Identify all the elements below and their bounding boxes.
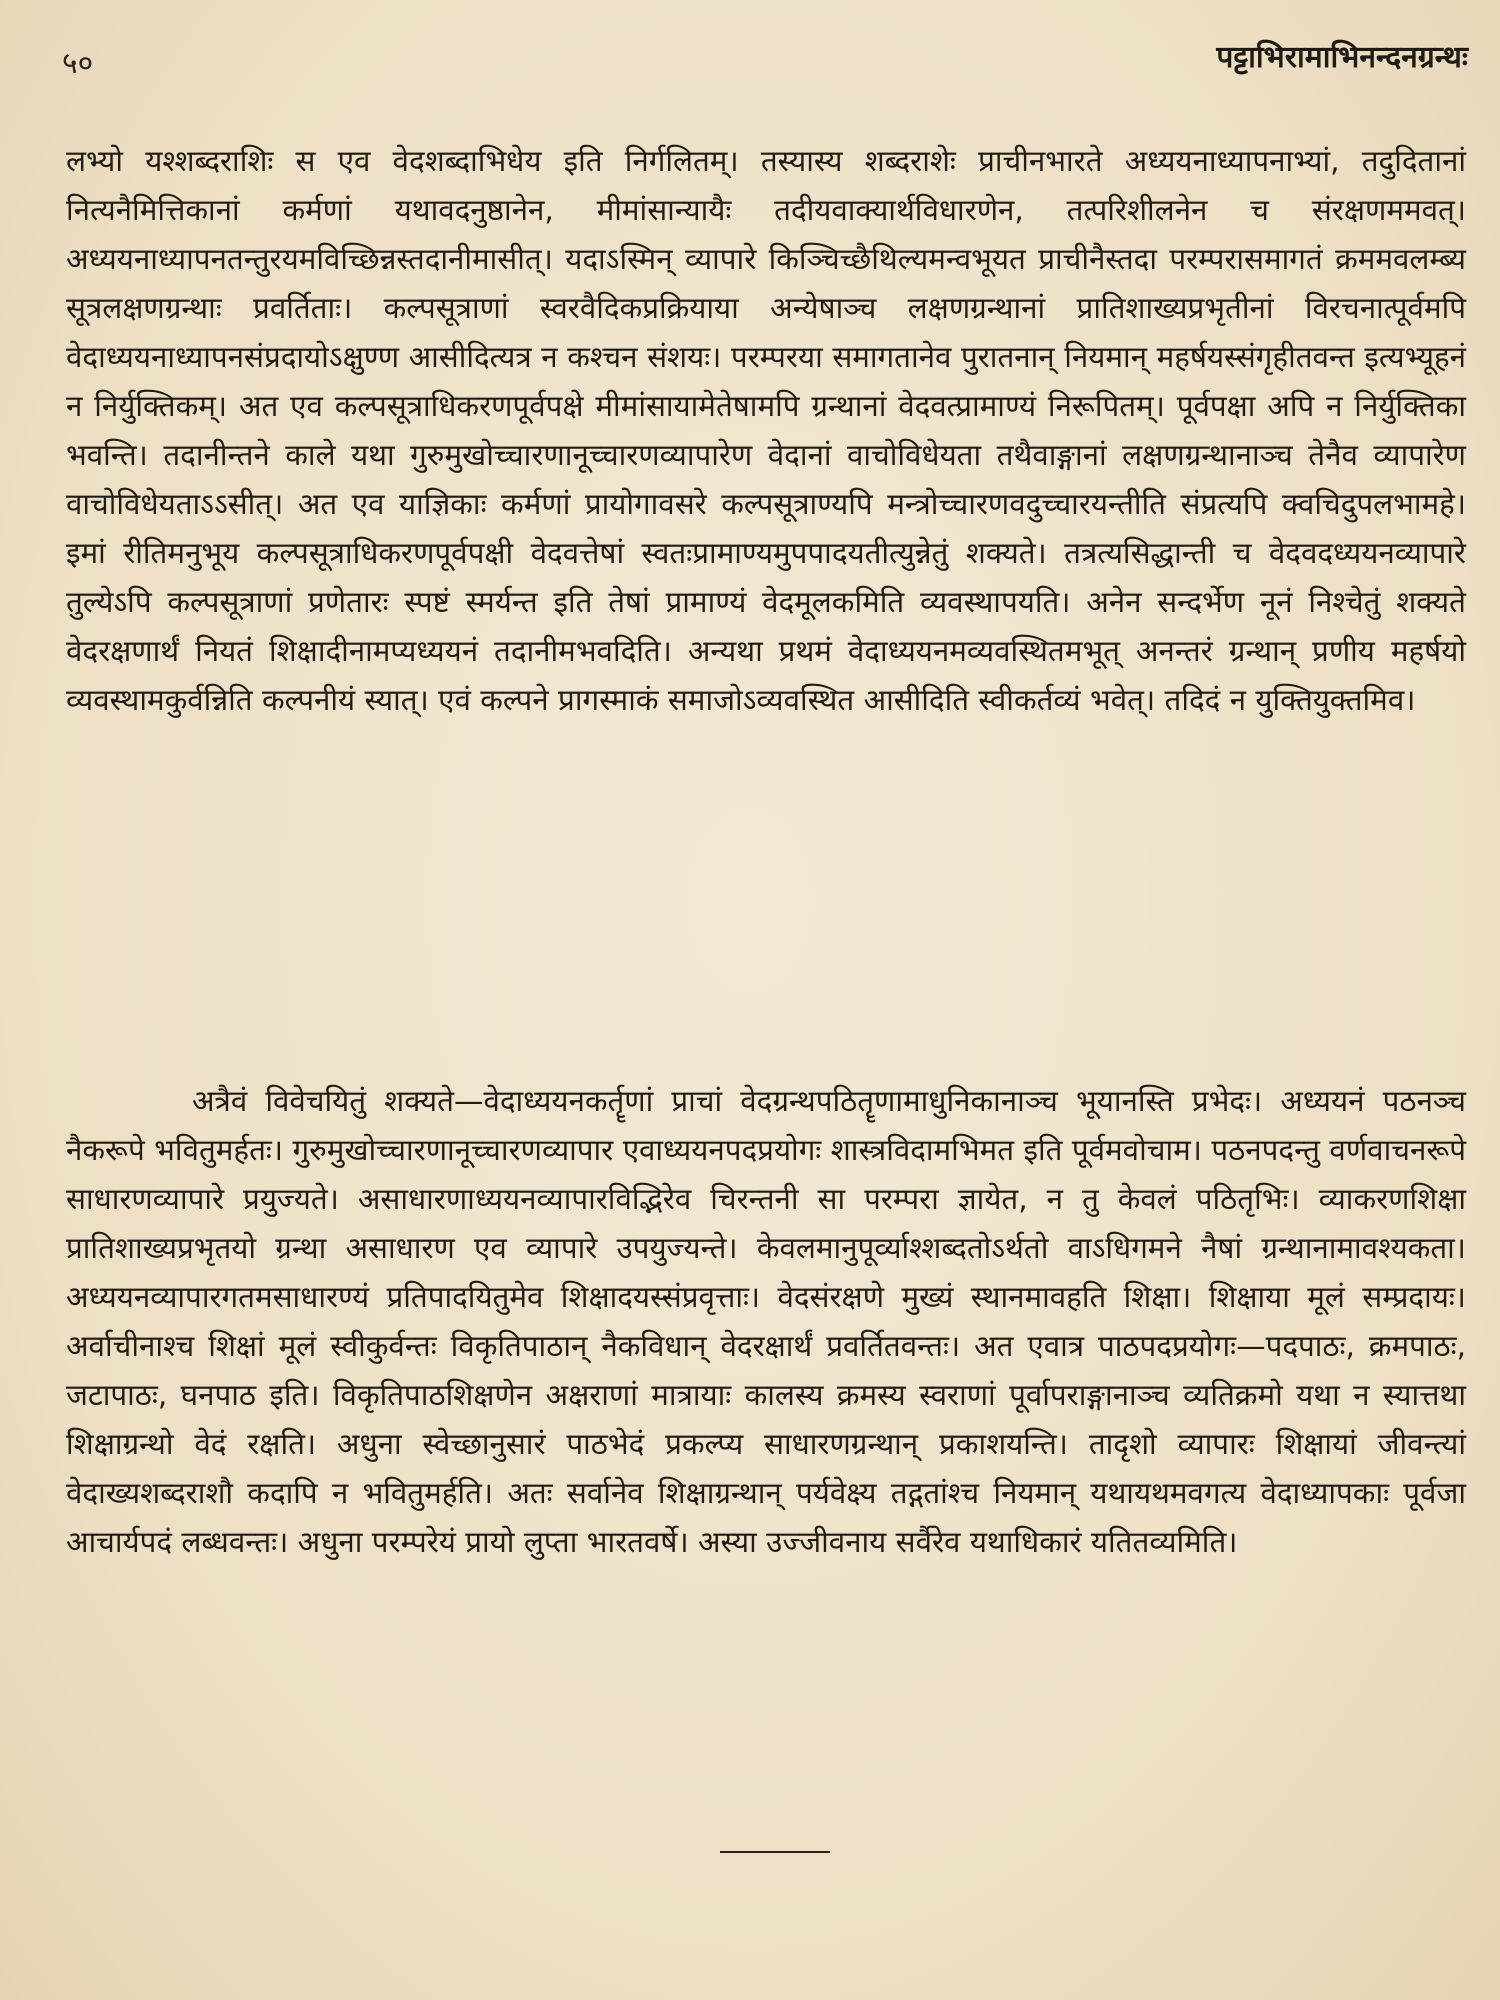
- page-number: ५०: [62, 46, 94, 81]
- paragraph-2: अत्रैवं विवेचयितुं शक्यते—वेदाध्ययनकर्तॄणां प्राचां वेदग्रन्थपठितॄणामाधुनिकानाञ्च भूयानस्ति प्रभेदः। अध्ययनं पठनञ्च नैकरूपे भवितुमर्हतः। गुरुमुखोच्चारणानूच्चारणव्यापार एवाध्ययनपदप्रयोगः शास्त्रविदामभिमत इति पूर्वमवोचाम। पठनपदन्तु वर्णवाचनरूपे साधारणव्यापारे प्रयुज्यते। असाधारणाध्ययनव्यापारविद्भिरेव चिरन्तनी सा परम्परा ज्ञायेत, न तु केवलं पठितृभिः। व्याकरणशिक्षा प्रातिशाख्यप्रभृतयो ग्रन्था असाधारण एव व्यापारे उपयुज्यन्ते। केवलमानुपूर्व्याश्शब्दतोऽर्थतो वाऽधिगमने नैषां ग्रन्थानामावश्यकता। अध्ययनव्यापारगतमसाधारण्यं प्रतिपादयितुमेव शिक्षादयस्संप्रवृत्ताः। वेदसंरक्षणे मुख्यं स्थानमावहति शिक्षा। शिक्षाया मूलं सम्प्रदायः। अर्वाचीनाश्च शिक्षां मूलं स्वीकुर्वन्तः विकृतिपाठान् नैकविधान् वेदरक्षार्थं प्रवर्तितवन्तः। अत एवात्र पाठपदप्रयोगः—पदपाठः, क्रमपाठः, जटापाठः, घनपाठ इति। विकृतिपाठशिक्षणेन अक्षराणां मात्रायाः कालस्य क्रमस्य स्वराणां पूर्वापराङ्गानाञ्च व्यतिक्रमो यथा न स्यात्तथा शिक्षाग्रन्थो वेदं रक्षति। अधुना स्वेच्छानुसारं पाठभेदं प्रकल्प्य साधारणग्रन्थान् प्रकाशयन्ति। तादृशो व्यापारः शिक्षायां जीवन्त्यां वेदाख्यशब्दराशौ कदापि न भवितुमर्हति। अतः सर्वानेव शिक्षाग्रन्थान् पर्यवेक्ष्य तद्गतांश्च नियमान् यथायथमवगत्य वेदाध्यापकाः पूर्वजा आचार्यपदं लब्धवन्तः। अधुना परम्परेयं प्रायो लुप्ता भारतवर्षे। अस्या उज्जीवनाय सर्वैरेव यथाधिकारं यतितव्यमिति।: [66, 1084, 1466, 1559]
- paragraph-1: लभ्यो यश्शब्दराशिः स एव वेदशब्दाभिधेय इति निर्गलितम्। तस्यास्य शब्दराशेः प्राचीनभारते अध्ययनाध्यापनाभ्यां, तदुदितानां नित्यनैमित्तिकानां कर्मणां यथावदनुष्ठानेन, मीमांसान्यायैः तदीयवाक्यार्थविधारणेन, तत्परिशीलनेन च संरक्षणममवत्। अध्ययनाध्यापनतन्तुरयमविच्छिन्नस्तदानीमासीत्। यदाऽस्मिन् व्यापारे किञ्चिच्छैथिल्यमन्वभूयत प्राचीनैस्तदा परम्परासमागतं क्रममवलम्ब्य सूत्रलक्षणग्रन्थाः प्रवर्तिताः। कल्पसूत्राणां स्वरवैदिकप्रक्रियाया अन्येषाञ्च लक्षणग्रन्थानां प्रातिशाख्यप्रभृतीनां विरचनात्पूर्वमपि वेदाध्ययनाध्यापनसंप्रदायोऽक्षुण्ण आसीदित्यत्र न कश्चन संशयः। परम्परया समागतानेव पुरातनान् नियमान् महर्षयस्संगृहीतवन्त इत्यभ्यूहनं न निर्युक्तिकम्। अत एव कल्पसूत्राधिकरणपूर्वपक्षे मीमांसायामेतेषामपि ग्रन्थानां वेदवत्प्रामाण्यं निरूपितम्। पूर्वपक्षा अपि न निर्युक्तिका भवन्ति। तदानीन्तने काले यथा गुरुमुखोच्चारणानूच्चारणव्यापारेण वेदानां वाचोविधेयता तथैवाङ्गानां लक्षणग्रन्थानाञ्च तेनैव व्यापारेण वाचोविधेयताऽऽसीत्। अत एव याज्ञिकाः कर्मणां प्रायोगावसरे कल्पसूत्राण्यपि मन्त्रोच्चारणवदुच्चारयन्तीति संप्रत्यपि क्वचिदुपलभामहे। इमां रीतिमनुभूय कल्पसूत्राधिकरणपूर्वपक्षी वेदवत्तेषां स्वतःप्रामाण्यमुपपादयतीत्युन्नेतुं शक्यते। तत्रत्यसिद्धान्ती च वेदवदध्ययनव्यापारे तुल्येऽपि कल्पसूत्राणां प्रणेतारः स्पष्टं स्मर्यन्त इति तेषां प्रामाण्यं वेदमूलकमिति व्यवस्थापयति। अनेन सन्दर्भेण नूनं निश्चेतुं शक्यते वेदरक्षणार्थं नियतं शिक्षादीनामप्यध्ययनं तदानीमभवदिति। अन्यथा प्रथमं वेदाध्ययनमव्यवस्थितमभूत् अनन्तरं ग्रन्थान् प्रणीय महर्षयो व्यवस्थामकुर्वन्निति कल्पनीयं स्यात्। एवं कल्पने प्रागस्माकं समाजोऽव्यवस्थित आसीदिति स्वीकर्तव्यं भवेत्। तदिदं न युक्तियुक्तमिव।: [66, 144, 1466, 717]
- end-rule-divider: [720, 1851, 830, 1853]
- running-title: पट्टाभिरामाभिनन्दनग्रन्थः: [1216, 40, 1468, 75]
